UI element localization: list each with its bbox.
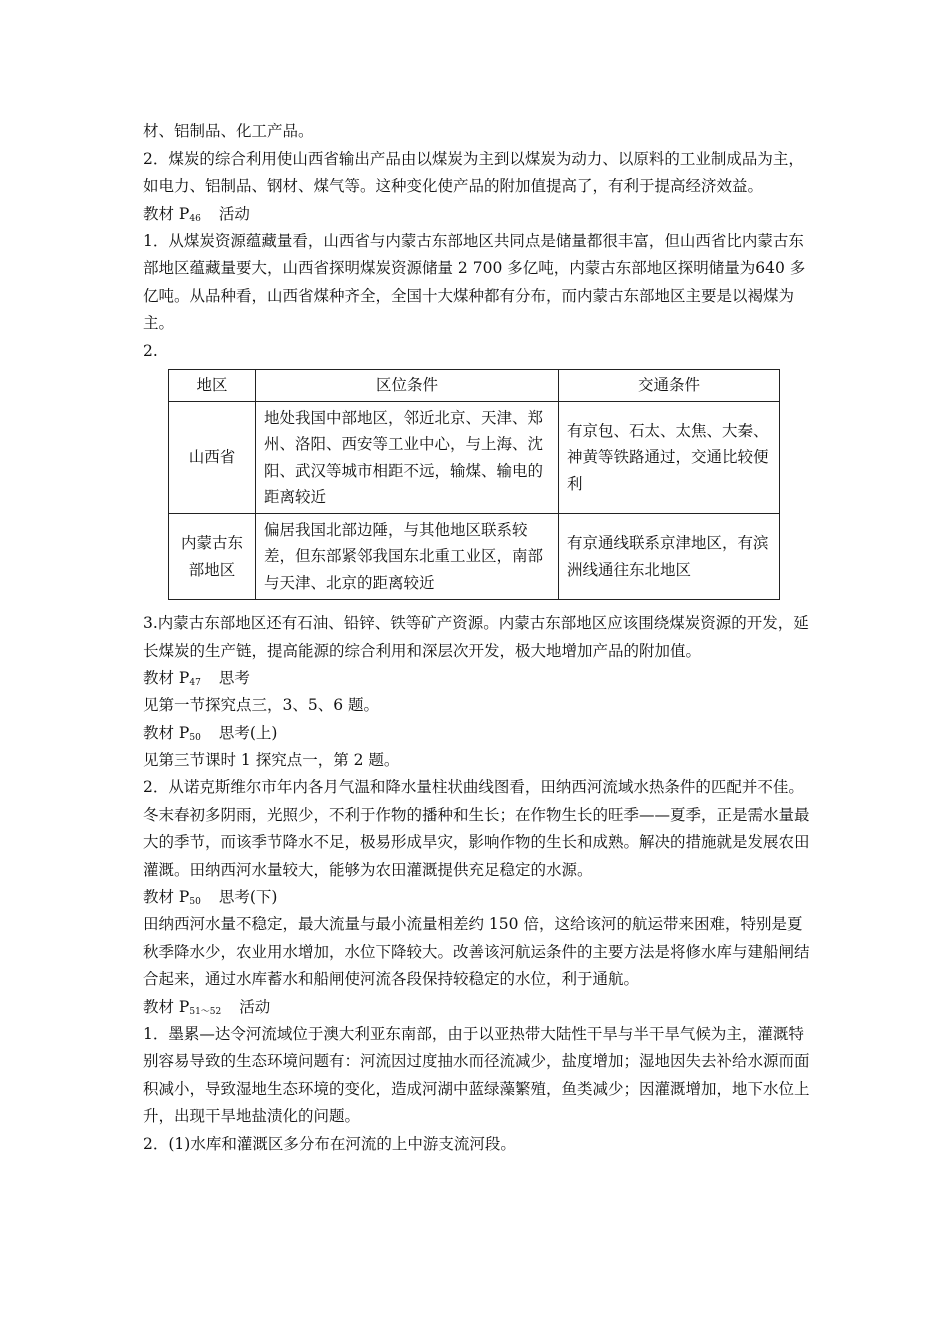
- paragraph: 2．从诺克斯维尔市年内各月气温和降水量柱状曲线图看，田纳西河流域水热条件的匹配并不佳。冬末春初多阴雨，光照少，不利于作物的播种和生长；在作物生长的旺季——夏季，正是需水量最大的季节，而该季节降水不足，极易形成旱灾，影响作物的生长和成熟。解决的措施就是发展农田灌溉。田纳西河水量较大，能够为农田灌溉提供充足稳定的水源。: [143, 778, 810, 879]
- table-cell-transport: 有京包、石太、太焦、大秦、神黄等铁路通过，交通比较便利: [559, 402, 780, 514]
- paragraph: 材、铝制品、化工产品。: [143, 122, 314, 140]
- paragraph: 1．从煤炭资源蕴藏量看，山西省与内蒙古东部地区共同点是储量都很丰富，但山西省比内蒙古东部地区蕴藏量要大，山西省探明煤炭资源储量 2 700 多亿吨，内蒙古东部地区探明储量为640 多亿吨。从品种看，山西省煤种齐全，全国十大煤种都有分布，而内蒙古东部地区主要是以褐煤为主。: [143, 231, 806, 332]
- document-body: [143, 118, 813, 1158]
- section-heading-p50-lower: 教材 $P_{50}$ 思考(下): [143, 888, 278, 907]
- section-heading-p51-52: 教材 $P_{51\sim 52}$ 活动: [143, 997, 271, 1017]
- section-heading-p46: 教材 $P_{46}$ 活动: [143, 204, 250, 224]
- table-header: 区位条件: [256, 370, 559, 402]
- table-row: [169, 514, 780, 600]
- section-heading-p47: 教材 $P_{47}$ 思考: [143, 669, 250, 688]
- paragraph: 见第三节课时 1 探究点一，第 2 题。: [143, 750, 400, 769]
- section-heading-p50-upper: 教材 $P_{50}$ 思考(上): [143, 723, 278, 743]
- paragraph: 2.: [143, 341, 158, 360]
- table-cell-region: 山西省: [169, 402, 256, 514]
- comparison-table: [168, 369, 780, 600]
- table-cell-region: 内蒙古东部地区: [169, 514, 256, 600]
- table-cell-transport: 有京通线联系京津地区，有滨洲线通往东北地区: [559, 514, 780, 600]
- paragraph: 田纳西河水量不稳定，最大流量与最小流量相差约 150 倍，这给该河的航运带来困难，特别是夏秋季降水少，农业用水增加，水位下降较大。改善该河航运条件的主要方法是将修水库与建船闸结合起来，通过水库蓄水和船闸使河流各段保持较稳定的水位，利于通航。: [143, 915, 810, 988]
- table-header-row: [169, 370, 780, 402]
- paragraph: 3.内蒙古东部地区还有石油、铅锌、铁等矿产资源。内蒙古东部地区应该围绕煤炭资源的开发，延长煤炭的生产链，提高能源的综合利用和深层次开发，极大地增加产品的附加值。: [143, 614, 809, 660]
- table-header: 交通条件: [559, 370, 780, 402]
- table-cell-condition: 偏居我国北部边陲，与其他地区联系较差，但东部紧邻我国东北重工业区，南部与天津、北京的距离较近: [256, 514, 559, 600]
- table-row: [169, 402, 780, 514]
- table-cell-condition: 地处我国中部地区，邻近北京、天津、郑州、洛阳、西安等工业中心，与上海、沈阳、武汉等城市相距不远，输煤、输电的距离较近: [256, 402, 559, 514]
- paragraph: 2．(1)水库和灌溉区多分布在河流的上中游支流河段。: [143, 1134, 516, 1153]
- paragraph: 1．墨累—达令河流域位于澳大利亚东南部，由于以亚热带大陆性干旱与半干旱气候为主，灌溉特别容易导致的生态环境问题有：河流因过度抽水而径流减少，盐度增加；湿地因失去补给水源而面积减小，导致湿地生态环境的变化，造成河湖中蓝绿藻繁殖，鱼类减少；因灌溉增加，地下水位上升，出现干旱地盐渍化的问题。: [143, 1024, 810, 1125]
- paragraph: 2．煤炭的综合利用使山西省输出产品由以煤炭为主到以煤炭为动力、以原料的工业制成品为主，如电力、铝制品、钢材、煤气等。这种变化使产品的附加值提高了，有利于提高经济效益。: [143, 149, 804, 195]
- paragraph: 见第一节探究点三，3、5、6 题。: [143, 696, 380, 714]
- table-header: 地区: [169, 370, 256, 402]
